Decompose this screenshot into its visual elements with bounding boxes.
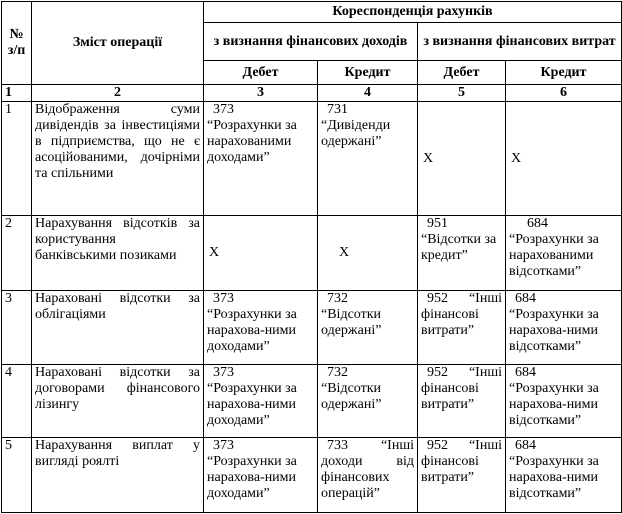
- account-name: “Інші фінансові витрати”: [421, 365, 502, 412]
- account-name: “Розрахунки за нарахова-ними відсотками”: [509, 381, 599, 428]
- account-name: “Розрахунки за нарахова-ними відсотками”: [509, 454, 599, 501]
- account-name: “Інші фінансові витрати”: [421, 438, 502, 485]
- expense-debit-cell: [418, 216, 506, 291]
- account-code: 684: [515, 291, 536, 306]
- income-debit-cell: [204, 438, 318, 513]
- income-debit-cell: [204, 102, 318, 216]
- account-name: “Відсотки одержані”: [321, 381, 382, 412]
- income-credit-cell: [318, 102, 418, 216]
- expense-debit-cell: [418, 291, 506, 365]
- row-number: 4: [2, 365, 32, 438]
- header-income-credit: Кредит: [318, 61, 418, 85]
- income-debit-cell: [204, 216, 318, 291]
- expense-credit-cell: [506, 102, 622, 216]
- not-applicable-mark: Х: [339, 245, 350, 260]
- account-name: “Відсотки одержані”: [321, 307, 382, 338]
- column-number: 2: [32, 85, 204, 102]
- column-number: 3: [204, 85, 318, 102]
- account-name: “Розрахунки за нарахова-ними доходами”: [207, 454, 297, 501]
- account-name: “Розрахунки за нарахованими відсотками”: [509, 232, 599, 279]
- not-applicable-mark: Х: [511, 150, 522, 166]
- account-code: 952: [427, 365, 448, 380]
- table-row: [2, 365, 622, 438]
- income-credit-cell: [318, 291, 418, 365]
- row-number: 5: [2, 438, 32, 513]
- operation-description: Відображення суми дивідендів за інвестиціями в підприємства, що не є асоційованими, дочірніми та спільними: [32, 102, 204, 216]
- table-row: [2, 291, 622, 365]
- not-applicable-mark: Х: [423, 150, 434, 166]
- row-number: 1: [2, 102, 32, 216]
- operation-description: Нараховані відсотки за договорами фінансового лізингу: [32, 365, 204, 438]
- column-number-row: [2, 85, 622, 102]
- account-name: “Розрахунки за нарахованими доходами”: [207, 118, 297, 165]
- account-name: “Дивіденди одержані”: [321, 118, 391, 149]
- account-code: 373: [213, 365, 234, 380]
- column-number: 6: [506, 85, 622, 102]
- table-row: [2, 438, 622, 513]
- header-expense-group: з визнання фінансових витрат: [418, 23, 622, 61]
- header-content: Зміст операції: [32, 2, 204, 85]
- income-credit-cell: [318, 216, 418, 291]
- row-number: 2: [2, 216, 32, 291]
- account-name: “Розрахунки за нарахова-ними відсотками”: [509, 307, 599, 354]
- income-credit-cell: [318, 438, 418, 513]
- column-number: 5: [418, 85, 506, 102]
- table-row: [2, 102, 622, 216]
- account-name: “Інші фінансові витрати”: [421, 291, 502, 338]
- account-name: “Відсотки за кредит”: [421, 232, 497, 263]
- operation-description: Нарахування виплат у вигляді роялті: [32, 438, 204, 513]
- accounts-correspondence-table: [1, 1, 622, 513]
- expense-debit-cell: [418, 438, 506, 513]
- header-income-group: з визнання фінансових доходів: [204, 23, 418, 61]
- operation-description: Нарахування відсотків за користування банківськими позиками: [32, 216, 204, 291]
- income-credit-cell: [318, 365, 418, 438]
- account-code: 951: [427, 216, 448, 231]
- expense-credit-cell: [506, 216, 622, 291]
- column-number: 4: [318, 85, 418, 102]
- header-correspondence: Кореспонденція рахунків: [204, 2, 622, 23]
- header-expense-credit: Кредит: [506, 61, 622, 85]
- expense-credit-cell: [506, 365, 622, 438]
- expense-debit-cell: [418, 102, 506, 216]
- account-name: “Розрахунки за нарахова-ними доходами”: [207, 307, 297, 354]
- account-code: 373: [213, 102, 234, 117]
- expense-debit-cell: [418, 365, 506, 438]
- account-code: 952: [427, 438, 448, 453]
- account-code: 373: [213, 291, 234, 306]
- income-debit-cell: [204, 365, 318, 438]
- header-expense-debit: Дебет: [418, 61, 506, 85]
- account-code: 952: [427, 291, 448, 306]
- income-debit-cell: [204, 291, 318, 365]
- account-code: 684: [515, 365, 536, 380]
- expense-credit-cell: [506, 291, 622, 365]
- operation-description: Нараховані відсотки за облігаціями: [32, 291, 204, 365]
- account-code: 684: [515, 438, 536, 453]
- account-code: 373: [213, 438, 234, 453]
- column-number: 1: [2, 85, 32, 102]
- table-row: [2, 216, 622, 291]
- account-name: “Розрахунки за нарахова-ними доходами”: [207, 381, 297, 428]
- header-num: № з/п: [2, 2, 32, 85]
- row-number: 3: [2, 291, 32, 365]
- account-code: 733: [327, 438, 348, 453]
- account-code: 732: [327, 365, 348, 380]
- account-code: 684: [527, 216, 548, 231]
- not-applicable-mark: Х: [209, 245, 220, 260]
- expense-credit-cell: [506, 438, 622, 513]
- account-code: 731: [327, 102, 348, 117]
- header-income-debit: Дебет: [204, 61, 318, 85]
- account-name: “Інші доходи від фінансових операцій”: [321, 438, 414, 501]
- account-code: 732: [327, 291, 348, 306]
